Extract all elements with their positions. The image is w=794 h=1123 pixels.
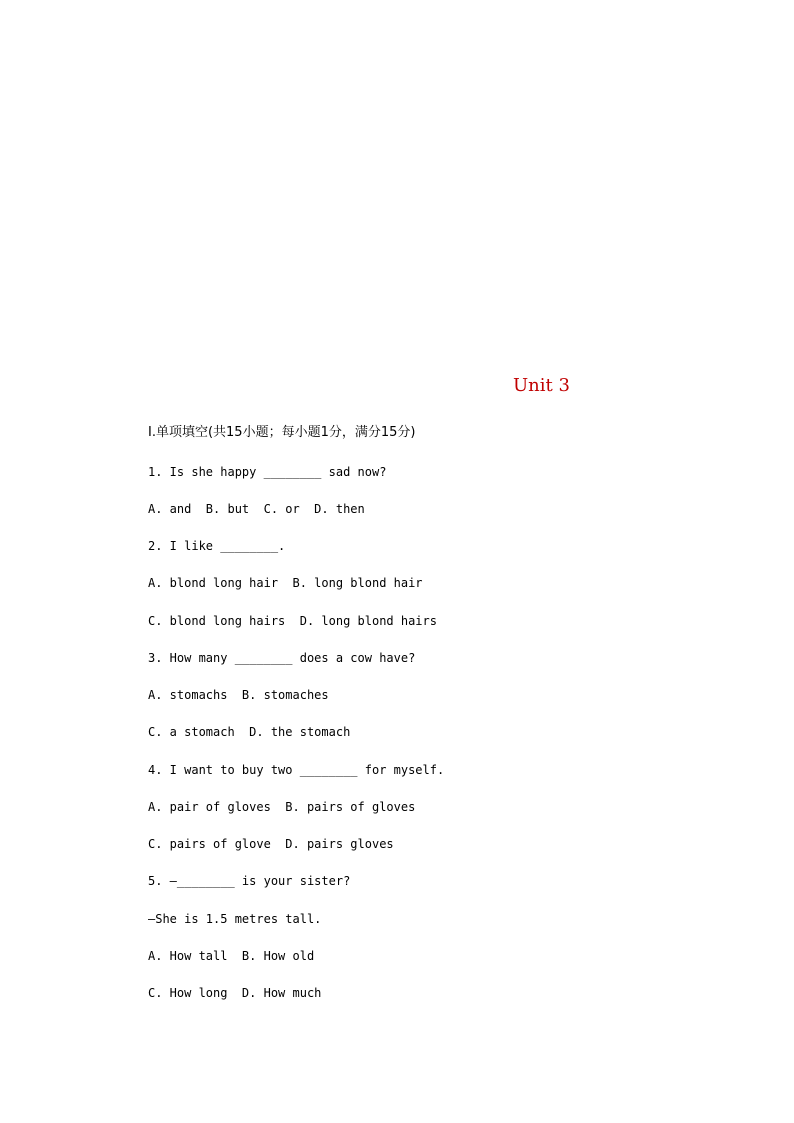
question-2-options-a-b: A. blond long hair B. long blond hair <box>148 576 423 590</box>
question-1: 1. Is she happy ________ sad now? <box>148 465 387 479</box>
question-2: 2. I like ________. <box>148 539 286 553</box>
unit-title: Unit 3 <box>513 375 570 396</box>
question-5-options-a-b: A. How tall B. How old <box>148 949 315 963</box>
question-4: 4. I want to buy two ________ for myself. <box>148 763 445 777</box>
question-3-options-c-d: C. a stomach D. the stomach <box>148 725 351 739</box>
question-5-options-c-d: C. How long D. How much <box>148 986 322 1000</box>
question-4-options-c-d: C. pairs of glove D. pairs gloves <box>148 837 394 851</box>
question-2-options-c-d: C. blond long hairs D. long blond hairs <box>148 614 437 628</box>
question-3-options-a-b: A. stomachs B. stomaches <box>148 688 329 702</box>
question-5: 5. —________ is your sister? <box>148 874 351 888</box>
section-header: Ⅰ.单项填空(共15小题；每小题1分，满分15分) <box>148 425 416 440</box>
question-4-options-a-b: A. pair of gloves B. pairs of gloves <box>148 800 416 814</box>
question-5-dialogue: —She is 1.5 metres tall. <box>148 912 322 926</box>
question-3: 3. How many ________ does a cow have? <box>148 651 416 665</box>
question-1-options: A. and B. but C. or D. then <box>148 502 365 516</box>
